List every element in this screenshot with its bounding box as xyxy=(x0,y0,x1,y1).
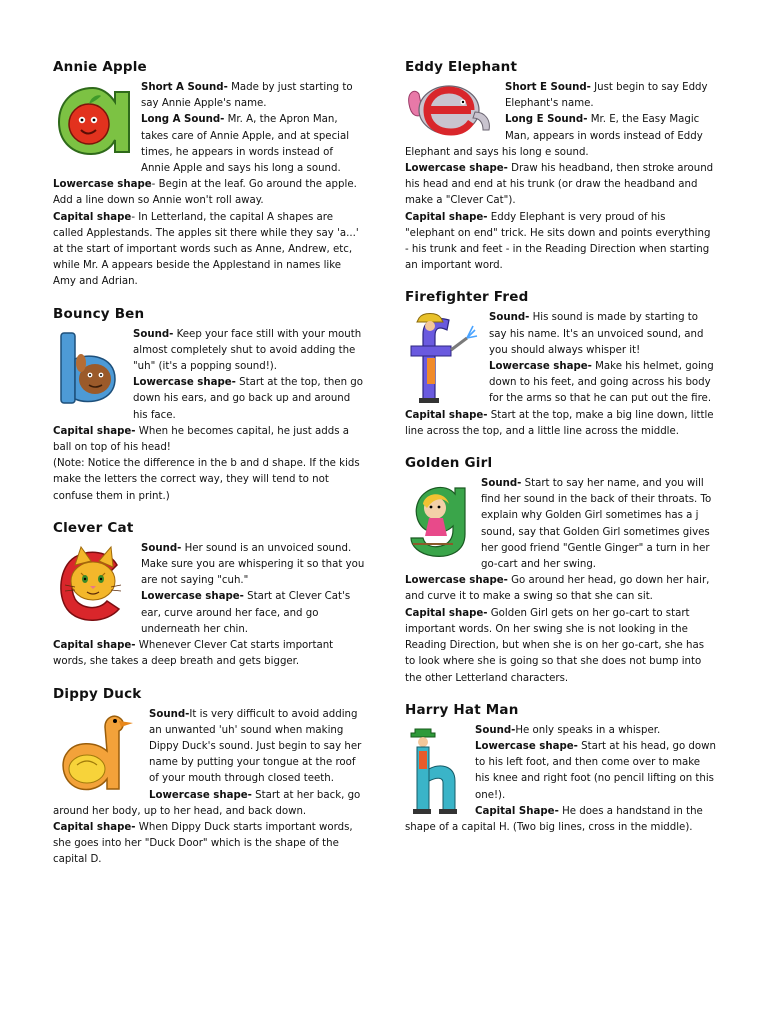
sound-label: Sound- xyxy=(141,542,182,554)
lowercase-shape-text: Start at Clever Cat's ear, curve around her face, and go underneath her chin. xyxy=(141,591,351,635)
lowercase-shape-label: Lowercase shape- xyxy=(405,163,508,175)
capital-shape-label: Capital shape- xyxy=(53,821,136,833)
section-title: Golden Girl xyxy=(405,455,493,472)
golden-girl-letter-icon xyxy=(405,478,473,558)
sound-label: Sound- xyxy=(475,724,516,736)
section-body xyxy=(405,310,717,440)
capital-shape-label: Capital Shape- xyxy=(475,805,559,817)
section-body xyxy=(405,80,717,274)
capital-shape-text: Eddy Elephant is very proud of his "elephant on end" trick. He sits down and points everything - his trunk and feet - in the Reading Direction when starting an important word. xyxy=(405,211,711,272)
section-annie-apple xyxy=(53,58,365,291)
long-sound-label: Long E Sound- xyxy=(505,114,588,126)
section-eddy-elephant xyxy=(405,58,717,274)
short-sound-label: Short E Sound- xyxy=(505,82,591,93)
firefighter-fred-letter-icon xyxy=(405,312,481,404)
section-title: Harry Hat Man xyxy=(405,701,519,718)
lowercase-shape-text: Start at the top, then go down his ears, and go back up and around his face. xyxy=(133,377,363,421)
section-body xyxy=(53,327,365,505)
section-body xyxy=(405,476,717,687)
annie-apple-letter-icon xyxy=(53,82,133,160)
capital-shape-text: He does a handstand in the shape of a capital H. (Two big lines, cross in the middle). xyxy=(405,805,703,833)
section-body xyxy=(53,541,365,671)
sound-text: His sound is made by starting to say his name. It's an unvoiced sound, and you should always whisper it! xyxy=(489,312,704,356)
clever-cat-letter-icon xyxy=(53,543,133,627)
lowercase-shape-label: Lowercase shape- xyxy=(489,361,592,373)
sound-text: It is very difficult to avoid adding an unwanted 'uh' sound when making Dippy Duck's sound. Just begin to say her name by putting your tongue at the roof of your mouth through closed teeth. xyxy=(149,708,362,785)
dippy-duck-letter-icon xyxy=(53,709,141,797)
capital-shape-text: Whenever Clever Cat starts important words, she takes a deep breath and gets bigger. xyxy=(53,640,334,668)
lowercase-shape-text: Start at her back, go around her body, up to her head, and back down. xyxy=(53,789,361,817)
bouncy-ben-letter-icon xyxy=(53,329,125,409)
section-clever-cat xyxy=(53,519,365,671)
section-title: Dippy Duck xyxy=(53,685,142,702)
capital-shape-label: Capital shape- xyxy=(405,607,488,619)
capital-shape-text: Start at the top, make a big line down, little line across the top, and a little line across the middle. xyxy=(405,409,714,437)
sound-label: Sound- xyxy=(149,708,190,720)
capital-shape-text: Golden Girl gets on her go-cart to start important words. On her swing she is not looking in the Reading Direction, but when she is on her go-cart, she has to look where she is going so that she does not bump into the other Letterland characters. xyxy=(405,607,705,684)
lowercase-shape-text: Go around her head, go down her hair, and curve it to make a swing so that she can sit. xyxy=(405,575,710,603)
section-title: Annie Apple xyxy=(53,59,147,75)
sound-text: Her sound is an unvoiced sound. Make sure you are whispering it so that you are not saying "cuh." xyxy=(141,542,365,587)
lowercase-shape-text: Start at his head, go down to his left foot, and then come over to make his knee and right foot (no pencil lifting on this one!). xyxy=(475,740,716,801)
capital-shape-label: Capital shape- xyxy=(53,425,136,437)
section-title: Bouncy Ben xyxy=(53,305,145,322)
lowercase-shape-label: Lowercase shape xyxy=(53,179,152,191)
eddy-elephant-letter-icon xyxy=(405,82,497,138)
capital-shape-label: Capital shape- xyxy=(53,640,136,652)
section-golden-girl xyxy=(405,454,717,687)
capital-shape-label: Capital shape- xyxy=(405,211,488,223)
lowercase-shape-label: Lowercase shape- xyxy=(149,789,252,801)
short-sound-label: Short A Sound- xyxy=(141,82,228,93)
capital-shape-label: Capital shape xyxy=(53,211,132,223)
sound-text: Start to say her name, and you will find her sound in the back of their throats. To explain why Golden Girl sometimes has a j sound, say that Golden Girl sometimes gives her good friend "Gentle Ginger" a turn in her go-cart and her swing. xyxy=(481,478,712,571)
lowercase-shape-label: Lowercase shape- xyxy=(141,591,244,603)
lowercase-shape-text: Make his helmet, going down to his feet, and going across his body for the arms so that he can put out the fire. xyxy=(489,361,714,405)
lowercase-shape-label: Lowercase shape- xyxy=(133,377,236,389)
right-column xyxy=(405,58,717,850)
capital-shape-text: - In Letterland, the capital A shapes are called Applestands. The apples sit there while they say 'a...' at the start of important words such as Anne, Andrew, etc, while Mr. A appears beside the Applestand in names like Amy and Adrian. xyxy=(53,211,359,288)
section-firefighter-fred xyxy=(405,288,717,440)
section-body xyxy=(53,707,365,869)
sound-text: Keep your face still with your mouth almost completely shut to avoid adding the "uh" (it's a popping sound!). xyxy=(133,328,362,373)
short-sound-text: Made by just starting to say Annie Apple's name. xyxy=(141,82,353,110)
capital-shape-label: Capital shape- xyxy=(405,409,488,421)
section-body xyxy=(405,723,717,836)
left-column xyxy=(53,58,365,883)
section-title: Eddy Elephant xyxy=(405,59,518,75)
long-sound-text: Mr. E, the Easy Magic Man, appears in words instead of Eddy Elephant and says his long e sound. xyxy=(405,114,703,158)
section-dippy-duck xyxy=(53,685,365,869)
lowercase-shape-text: - Begin at the leaf. Go around the apple. Add a line down so Annie won't roll away. xyxy=(53,179,357,207)
lowercase-shape-label: Lowercase shape- xyxy=(405,575,508,587)
sound-label: Sound- xyxy=(133,328,174,340)
section-title: Clever Cat xyxy=(53,519,134,536)
section-harry-hat-man xyxy=(405,701,717,836)
lowercase-shape-label: Lowercase shape- xyxy=(475,740,578,752)
short-sound-text: Just begin to say Eddy Elephant's name. xyxy=(505,82,708,110)
long-sound-label: Long A Sound- xyxy=(141,114,225,126)
capital-shape-text: When he becomes capital, he just adds a ball on top of his head! xyxy=(53,425,349,454)
section-title: Firefighter Fred xyxy=(405,289,529,306)
note-text: (Note: Notice the difference in the b and d shape. If the kids make the letters the correct way, they will tend to not confuse them in print.) xyxy=(53,458,360,502)
sound-text: He only speaks in a whisper. xyxy=(515,724,661,736)
sound-label: Sound- xyxy=(481,478,522,490)
section-body xyxy=(53,80,365,291)
capital-shape-text: When Dippy Duck starts important words, she goes into her "Duck Door" which is the shape of the capital D. xyxy=(53,821,353,866)
long-sound-text: Mr. A, the Apron Man, takes care of Annie Apple, and at special times, he appears in words instead of Annie Apple and says his long a sound. xyxy=(141,114,350,175)
harry-hat-man-letter-icon xyxy=(405,725,467,815)
lowercase-shape-text: Draw his headband, then stroke around his head and end at his trunk (or draw the headband and make a "Clever Cat"). xyxy=(405,163,714,207)
sound-label: Sound- xyxy=(489,312,530,324)
section-bouncy-ben xyxy=(53,305,365,505)
